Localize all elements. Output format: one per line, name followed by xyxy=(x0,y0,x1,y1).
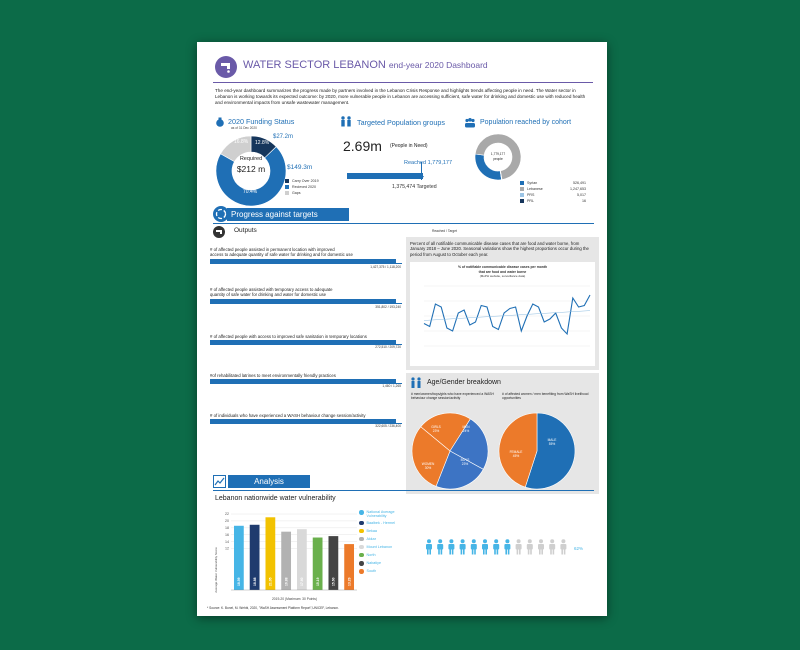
people-icon xyxy=(339,116,353,127)
indicator-text-line: # of affected people assisted with temporary access to adequate xyxy=(210,287,333,292)
intro-text: The end-year dashboard summarizes the progress made by partners involved in the Lebanon Crisis Response and highlights trends affecting people in need. The Water sector in Lebanon is working towards its expected outcome: by 2020, more vulnerable people in Lebanon are accessing sufficient, safe water for drinking and domestic use with reduced health and environmental impacts from unsafe wastewater management. xyxy=(215,88,586,105)
bar-legend-label: Mount Lebanon xyxy=(366,544,393,549)
bar-legend-label: National Average Vulnerability xyxy=(366,510,395,519)
indicator-1-value: 1,427,375 / 1,118,200 xyxy=(370,265,401,269)
funding-amount-right: $149.3m xyxy=(287,164,313,171)
indicator-2-value: 351,802 / 193,240 xyxy=(375,305,401,309)
title-sub: end-year 2020 Dashboard xyxy=(388,60,488,70)
trend-line xyxy=(424,311,590,321)
vulnerability-bar-chart xyxy=(211,508,361,598)
indicator-3-text xyxy=(210,334,410,339)
person-icon xyxy=(504,539,510,554)
bar-legend-label: South xyxy=(366,569,377,574)
targeted-value: 1,375,474 xyxy=(392,184,416,190)
bar-chart-ylabel: Average Water Vulnerability Score xyxy=(214,547,218,593)
bar-value-label: 13.29 xyxy=(347,577,352,586)
bar-legend-label: Bekaa xyxy=(366,528,377,533)
targeted-label: Targeted xyxy=(416,184,437,190)
cohort-row-name: PRL xyxy=(527,199,534,203)
indicator-text-line: quantity of safe water for drinking and water for domestic use xyxy=(210,292,327,298)
funding-pct-received: 70.4% xyxy=(243,189,258,195)
disease-chart-title-1: % of notifiable communicable disease cases per month xyxy=(457,265,548,269)
person-icon xyxy=(560,539,566,554)
cohort-row-value: 1,247,653 xyxy=(570,187,586,191)
funding-amount-top: $27.2m xyxy=(273,134,294,140)
bar-legend-swatch xyxy=(359,529,364,534)
indicator-1-underline xyxy=(210,263,402,264)
bar-legend-swatch xyxy=(359,545,364,550)
agegender-pie-left xyxy=(410,411,490,491)
pie-label-female xyxy=(507,450,525,458)
funding-pct-carry: 12.8% xyxy=(255,140,270,146)
bar-legend-item xyxy=(359,569,414,574)
cohort-row xyxy=(520,198,586,204)
analysis-rule xyxy=(213,490,594,491)
indicator-4-value: 1,460 / 1,265 xyxy=(382,384,401,388)
bar-value-label: 21.05 xyxy=(268,577,273,586)
progress-title: Progress against targets xyxy=(227,208,349,221)
source-footnote: * Source: K. Bonel, M. Wehbi, 2020, "WaSH Assessment Platform Report",UNICEF, Lebanon. xyxy=(207,606,339,610)
bar-legend-label: Nabatiye xyxy=(366,561,382,566)
pie-label-men xyxy=(458,425,474,433)
cohort-center-value: 1,779,177 xyxy=(490,152,506,156)
bar-ytick-label: 18 xyxy=(225,526,229,531)
family-icon xyxy=(410,377,423,389)
pin-label: (People in Need) xyxy=(390,143,428,149)
reached-row xyxy=(404,160,452,166)
people-pictogram xyxy=(422,539,572,555)
bar-legend-swatch xyxy=(359,569,364,574)
reached-value: 1,779,177 xyxy=(427,160,453,166)
funding-title: 2020 Funding Status xyxy=(228,117,295,126)
disease-chart-source: (MoPH website, surveillance data) xyxy=(479,274,526,278)
person-icon xyxy=(549,539,555,554)
indicator-1-text xyxy=(210,247,410,258)
trend-chart-icon xyxy=(213,475,226,488)
indicator-text-line: # of individuals who have experienced a WASH behaviour change session/activity xyxy=(210,413,366,418)
bar-legend-item xyxy=(359,510,414,519)
bar-chart-legend xyxy=(359,510,414,577)
pie-label-girls xyxy=(428,425,444,433)
bar-legend-label: North xyxy=(366,552,376,557)
indicator-text-line: # of affected people with access to improved safe sanitation in temporary locations xyxy=(210,334,367,339)
bar-legend-swatch xyxy=(359,521,364,526)
pie-label-men-pct: 24% xyxy=(462,429,470,433)
person-icon xyxy=(538,539,544,554)
bar-ytick-label: 14 xyxy=(225,539,229,544)
bar-ytick-label: 16 xyxy=(225,532,229,537)
cohort-row-name: PRS xyxy=(527,193,535,197)
person-icon xyxy=(437,539,443,554)
bar-value-label: 15.19 xyxy=(315,577,320,586)
bar-ytick-label: 22 xyxy=(225,512,229,517)
bar-legend-item xyxy=(359,545,414,550)
bar-legend-label: Akkar xyxy=(366,536,376,541)
person-icon xyxy=(527,539,533,554)
bar-legend-swatch xyxy=(359,553,364,558)
money-bag-icon xyxy=(215,117,225,127)
bar-legend-swatch xyxy=(359,537,364,542)
person-icon xyxy=(482,539,488,554)
bar-value-label: 16.88 xyxy=(284,577,289,586)
pie-label-girls-name: GIRLS xyxy=(431,425,441,429)
faucet-icon xyxy=(213,226,225,238)
pie-label-male xyxy=(544,438,560,446)
bar-legend-label: Baalbek - Hermel xyxy=(366,520,395,525)
bar-chart-xlabel: 2019-20 (Maximum: 30 Points) xyxy=(271,597,318,601)
person-icon xyxy=(460,539,466,554)
funding-legend xyxy=(285,178,319,196)
title-main: WATER SECTOR LEBANON xyxy=(243,59,386,71)
person-icon xyxy=(426,539,432,554)
person-icon xyxy=(516,539,522,554)
pie-label-women-pct: 30% xyxy=(424,466,432,470)
targeted-bar xyxy=(347,173,423,179)
indicator-3-value: 272,510 / 209,720 xyxy=(375,345,401,349)
bar-value-label: 17.60 xyxy=(300,577,305,586)
agegender-title: Age/Gender breakdown xyxy=(427,379,501,386)
agegender-left-caption: # men/women/boys/girls who have experienced a WASH behaviour change session/activity xyxy=(411,392,494,401)
indicator-2-text xyxy=(210,287,410,298)
cohort-row-name: Syrian xyxy=(527,181,538,185)
bar-legend-item xyxy=(359,553,414,558)
arrow-down-icon xyxy=(419,176,424,181)
bar-chart-ylabel-wrap xyxy=(211,542,221,602)
disease-chart xyxy=(410,262,595,366)
targeted-row xyxy=(392,184,437,190)
cohort-center-label: people xyxy=(493,157,503,161)
bar-legend-item xyxy=(359,529,414,534)
person-icon xyxy=(471,539,477,554)
cohort-row-name: Lebanese xyxy=(527,187,543,191)
legend-gaps xyxy=(285,190,319,196)
pie-label-male-name: MALE xyxy=(547,438,557,442)
indicator-text-line: # of affected people assisted in permanent location with improved xyxy=(210,247,335,252)
indicator-2-underline xyxy=(210,303,402,304)
pin-value: 2.69m xyxy=(343,138,382,154)
cohort-row-value: 16 xyxy=(582,199,586,203)
pie-label-female-name: FEMALE xyxy=(509,450,523,454)
cohort-title: Population reached by cohort xyxy=(480,119,572,126)
progress-rule xyxy=(213,223,594,224)
cohort-row-value: 526,491 xyxy=(573,181,586,185)
bar-value-label: 15.60 xyxy=(331,577,336,586)
pie-label-female-pct: 45% xyxy=(512,454,520,458)
pie-label-girls-pct: 23% xyxy=(432,429,440,433)
funding-pct-gaps: 16.8% xyxy=(234,139,249,145)
pie-label-boys-pct: 23% xyxy=(461,462,469,466)
pie-label-women-name: WOMEN xyxy=(421,462,435,466)
agegender-right-caption: # of affected women / men benefiting from WaSH livelihood opportunities xyxy=(502,392,589,401)
pie-label-boys-name: BOYS xyxy=(460,458,470,462)
cohort-row-value: 5,017 xyxy=(577,193,586,197)
reached-label: Reached xyxy=(404,160,427,166)
indicator-text-line: access to adequate quantity of safe water for drinking and for domestic use xyxy=(210,252,353,258)
bar-legend-swatch xyxy=(359,510,364,515)
analysis-title: Analysis xyxy=(228,475,310,488)
group-icon xyxy=(464,118,476,128)
bar-legend-item xyxy=(359,537,414,542)
cohort-table xyxy=(520,180,586,204)
header-rule xyxy=(213,82,593,83)
bar-value-label: 18.59 xyxy=(237,577,242,586)
indicator-4-text xyxy=(210,373,410,378)
water-tap-icon xyxy=(215,56,237,78)
page-title xyxy=(243,59,488,71)
pie-label-men-name: MEN xyxy=(462,425,470,429)
funding-required-label: Required xyxy=(239,156,263,162)
targeted-title: Targeted Population groups xyxy=(357,118,445,127)
person-icon xyxy=(493,539,499,554)
funding-required-value: $212 m xyxy=(236,164,266,174)
legend-carry-label: Carry Over 2019 xyxy=(292,179,319,183)
bar-ytick-label: 20 xyxy=(225,519,229,524)
bar-legend-item xyxy=(359,521,414,526)
bar-legend-swatch xyxy=(359,561,364,566)
legend-received-label: Recieved 2020 xyxy=(292,185,316,189)
indicator-5-text xyxy=(210,413,410,418)
dashboard-sheet xyxy=(197,42,607,616)
bar-value-label: 18.88 xyxy=(252,577,257,586)
people-pct: 62% xyxy=(574,546,584,551)
bar-ytick-label: 12 xyxy=(225,546,229,551)
bar-legend-item xyxy=(359,561,414,566)
analysis-subtitle: Lebanon nationwide water vulnerability xyxy=(215,495,336,502)
disease-text: Percent of all notifiable communicable disease cases that are food and water borne, from January 2018 – June 2020. Seasonal variations show the highest proportions occur during the period from August to October each year. xyxy=(410,241,589,257)
outputs-label: Outputs xyxy=(234,227,257,234)
legend-gaps-label: Gaps xyxy=(292,191,301,195)
pie-label-male-pct: 55% xyxy=(548,442,556,446)
funding-asof: as of 31 Dec 2020 xyxy=(231,126,257,130)
indicator-text-line: #of rehabilitated latrines to meet environmentally friendly practices xyxy=(210,373,336,378)
indicator-5-value: 322,605 / 236,400 xyxy=(375,424,401,428)
reached-target-label: Reached / Target xyxy=(431,229,457,233)
person-icon xyxy=(448,539,454,554)
pie-label-boys xyxy=(457,458,473,466)
disease-chart-title-2: that are food and water borne xyxy=(478,269,527,274)
pie-label-women xyxy=(419,462,437,470)
